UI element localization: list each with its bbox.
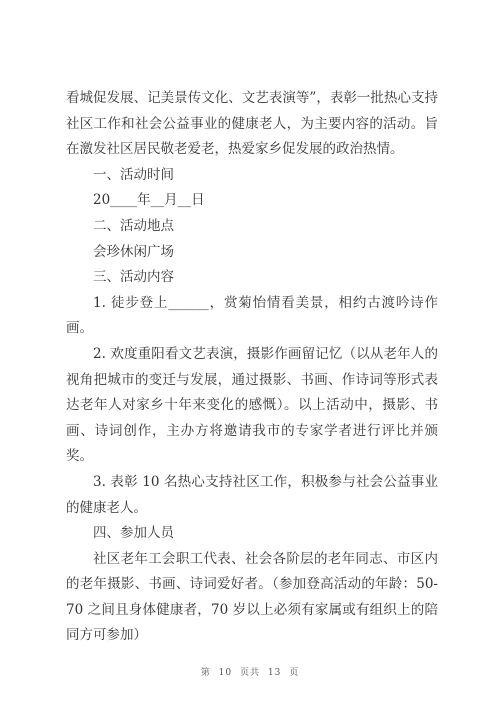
content-item-1: 1. 徒步登上______，赏菊怡情看美景，相约古渡吟诗作画。: [66, 294, 438, 337]
footer-middle: 页共: [239, 668, 260, 678]
page-footer: [0, 665, 500, 678]
footer-suffix: 页: [289, 668, 300, 678]
section-heading-location: 二、活动地点: [93, 217, 174, 234]
participants-paragraph: 社区老年工会职工代表、社会各阶层的老年同志、市区内的老年摄影、书画、诗词爱好者。（参加登高活动的年龄：50-70 之间且身体健康者，70 岁以上必须有家属或有组织上的陪同方可参加）: [66, 550, 438, 644]
section-heading-participants: 四、参加人员: [93, 525, 174, 542]
event-date: 20____年__月__日: [93, 192, 205, 209]
footer-current-page: 10: [218, 668, 233, 678]
content-item-2: 2. 欢度重阳看文艺表演，摄影作画留记忆（以从老年人的视角把城市的变迁与发展，通过摄影、书画、作诗词等形式表达老年人对家乡十年来变化的感慨）。以上活动中，摄影、书画、诗词创作，主办方将邀请我市的专家学者进行评比并颁奖。: [66, 345, 438, 465]
section-heading-time: 一、活动时间: [93, 166, 174, 183]
event-location: 会珍休闲广场: [93, 243, 174, 260]
intro-paragraph: 看城促发展、记美景传文化、文艺表演等”，表彰一批热心支持社区工作和社会公益事业的健康老人，为主要内容的活动。旨在激发社区居民敬老爱老，热爱家乡促发展的政治热情。: [66, 90, 438, 158]
section-heading-content: 三、活动内容: [93, 269, 174, 286]
footer-prefix: 第: [200, 668, 211, 678]
footer-total-pages: 13: [267, 668, 282, 678]
document-body: [66, 86, 438, 649]
content-item-3: 3. 表彰 10 名热心支持社区工作，积极参与社会公益事业的健康老人。: [66, 473, 438, 516]
